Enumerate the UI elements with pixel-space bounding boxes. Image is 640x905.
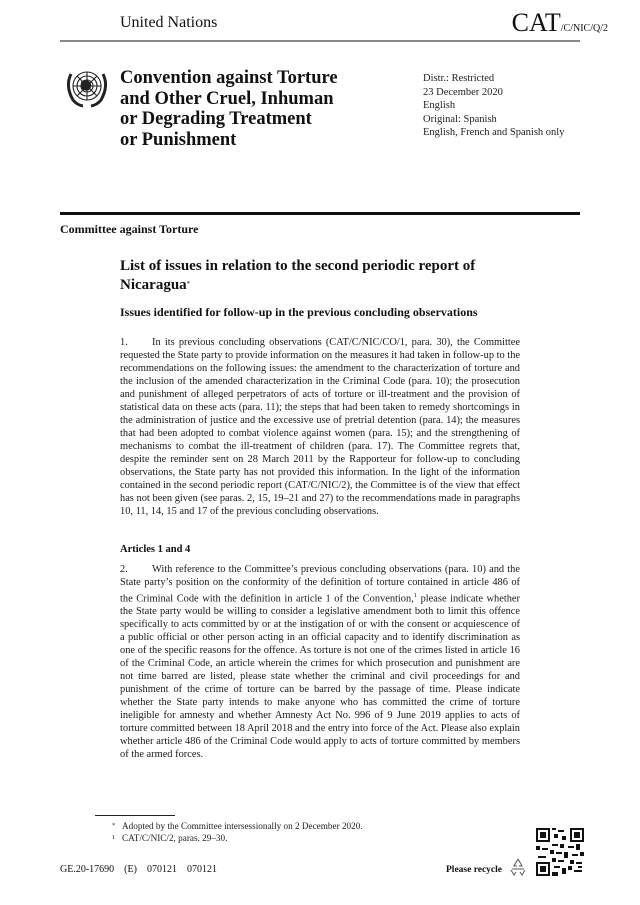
convention-title <box>120 68 400 150</box>
footnote-ref-1[interactable]: 1 <box>413 592 418 599</box>
distribution-language: English <box>423 100 456 111</box>
distribution-original: Original: Spanish <box>423 113 497 125</box>
convention-title-line: Convention against Torture <box>120 68 338 88</box>
date-2: 070121 <box>186 864 217 875</box>
paragraph-text: With reference to the Committee’s previous concluding observations (para. 10) and the State party’s position on the conformity of the definition of torture contained in article 486 of the Criminal Code with the definition in article 1 of the Convention, <box>120 564 520 605</box>
paragraph-2 <box>120 563 520 761</box>
articles-heading: Articles 1 and 4 <box>120 544 191 555</box>
convention-title-line: and Other Cruel, Inhuman <box>120 88 334 109</box>
paragraph-number: 1. <box>120 337 128 348</box>
job-number: GE.20-17690 <box>60 864 115 875</box>
symbol-sub: /C/NIC/Q/2 <box>560 23 608 34</box>
footnote-text: Adopted by the Committee intersessionally on 2 December 2020. <box>122 821 363 831</box>
committee-name: Committee against Torture <box>60 222 199 236</box>
organization-name: United Nations <box>120 14 218 31</box>
paragraph-number: 2. <box>120 564 128 575</box>
paragraph-text: please indicate whether the State party would be willing to consider a legislative amendment both to limit this offence specifically to acts committed by or at the instigation of or with the consent or acquiescence of a public official or other person acting in an official capacity and to identify discrimination as one of the specific reasons for the offence. As torture is not one of the crimes listed in article 16 of the Criminal Code, an article wherein the crimes for which prosecution and punishment are not time barred are listed, please state whether the criminal and civil proceedings for and punishment of the crime of torture can be barred by the passage of time. Please indicate whether the State party intends to make anyone who has committed the crime of torture ineligible for amnesty and whether Amnesty Act No. 996 of 9 June 2019 applies to acts of torture committed between 18 April 2018 and the entry into force of the Act. Please also explain whether article 486 of the Criminal Code would apply to acts of torture committed by members of the armed forces. <box>120 593 520 761</box>
document-title <box>120 257 540 294</box>
footnote-marker: 1 <box>112 834 116 841</box>
footnotes <box>112 820 363 844</box>
symbol-main: CAT <box>511 8 561 37</box>
recycle-icon <box>507 856 529 878</box>
footnote-item <box>112 832 363 844</box>
distribution-languages-only: English, French and Spanish only <box>423 127 565 138</box>
recycle-label: Please recycle <box>446 865 502 875</box>
footnote-item <box>112 820 363 832</box>
date-1: 070121 <box>146 864 177 875</box>
language-code: (E) <box>124 864 137 875</box>
qr-code-icon[interactable] <box>536 828 584 876</box>
footnote-text: CAT/C/NIC/2, paras. 29–30. <box>122 833 228 843</box>
paragraph-1 <box>120 336 520 518</box>
title-line: List of issues in relation to the second periodic report of <box>120 258 476 274</box>
convention-title-line: or Degrading Treatment <box>120 109 312 129</box>
document-symbol <box>512 8 608 38</box>
convention-title-line: or Punishment <box>120 129 237 150</box>
paragraph-text: In its previous concluding observations (CAT/C/NIC/CO/1, para. 30), the Committee requested the State party to provide information on the measures it had taken in follow-up to the recommendations on the following issues: the amendment to the characterization of torture and the inclusion of the amended characterization in the Criminal Code (para. 10); the prosecution and punishment of alleged perpetrators of acts of torture or ill-treatment and the provision of statistical data on these acts (para. 11); the steps that had been taken to remedy shortcomings in the administration of justice and the excessive use of pretrial detention (para. 14); the measures that had been adopted to combat violence against women (para. 15); and the strengthening of mechanisms to combat the ill-treatment of children (para. 17). The Committee regrets that, despite the reminder sent on 28 March 2011 by the Rapporteur for follow-up to concluding observations, the State party has not provided this information. In the light of the information contained in the second periodic report (CAT/C/NIC/2), the Committee is of the view that effect has not been given (see paras. 2, 15, 19–21 and 27) to the recommendations made in paragraphs 10, 11, 14, 15 and 17 of the previous concluding observations. <box>120 337 520 517</box>
job-number-line <box>60 864 227 875</box>
distribution-block <box>423 72 564 140</box>
footnote-marker: * <box>112 822 116 829</box>
distribution-date: 23 December 2020 <box>423 86 503 98</box>
section-heading: Issues identified for follow-up in the previous concluding observations <box>120 305 478 319</box>
footnote-ref-star[interactable]: * <box>186 280 191 288</box>
distribution-status: Distr.: Restricted <box>423 73 495 84</box>
un-emblem-icon <box>62 66 112 108</box>
title-line: Nicaragua <box>120 277 187 293</box>
header-rule <box>60 40 580 42</box>
footnote-rule <box>95 815 175 816</box>
body-rule <box>60 212 580 215</box>
